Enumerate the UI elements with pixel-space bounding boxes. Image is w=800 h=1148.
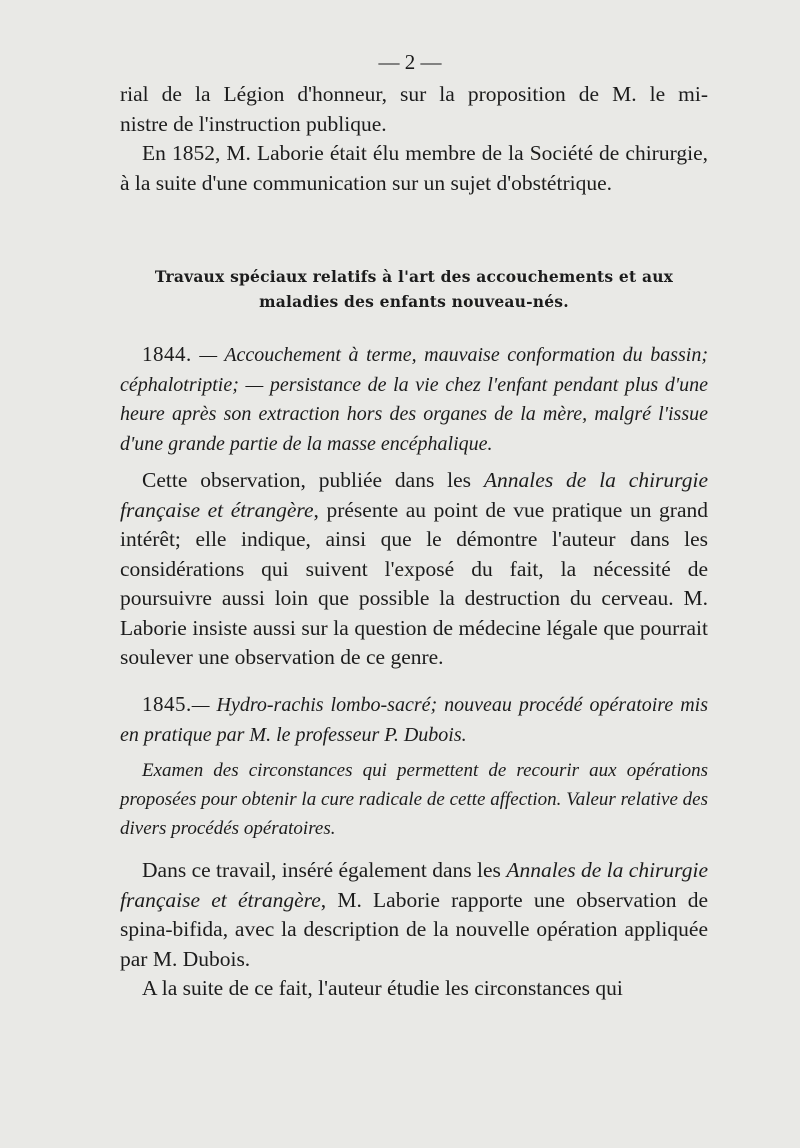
observation-rest: , présente au point de vue pratique un grand intérêt; elle indique, ainsi que le démontre l'auteur dans les considérations qui suivent l'exposé du fait, la nécessité de poursuivre aussi loin que possible la destruction du cerveau. M. Laborie insiste aussi sur la question de médecine légale que pourrait soulever une observation de ce genre. <box>120 497 708 669</box>
entry-1845-subtitle-text: Examen des circonstances qui permettent de recourir aux opérations proposées pour obtenir la cure radicale de cette affection. Valeur relative des divers procédés opératoires. <box>120 760 708 839</box>
intro-text <box>120 80 708 198</box>
entry-1845 <box>120 690 708 750</box>
entry-1844 <box>120 340 708 459</box>
travail-paragraph <box>120 856 708 1004</box>
last-paragraph: A la suite de ce fait, l'auteur étudie les circonstances qui <box>142 976 623 1000</box>
observation-journal: Annales de la chirurgie française et étrangère <box>120 468 708 522</box>
travail-rest: , M. Laborie rapporte une observation de spina-bifida, avec la description de la nouvelle opération appliquée par M. Dubois. <box>120 887 708 971</box>
intro-paragraph-2: En 1852, M. Laborie était élu membre de la Société de chirurgie, à la suite d'une communication sur un sujet d'obstétrique. <box>120 141 708 195</box>
entry-1845-subtitle <box>120 756 708 843</box>
travail-start: Dans ce travail, inséré également dans les <box>142 858 507 882</box>
section-heading-line-1: Travaux spéciaux relatifs à l'art des accouchements et aux <box>154 267 674 286</box>
travail-journal: Annales de la chirurgie française et étrangère <box>120 858 708 912</box>
observation-paragraph <box>120 466 708 673</box>
page-number: — 2 — <box>378 50 442 74</box>
entry-1845-year: 1845. <box>142 692 192 716</box>
entry-1844-year: 1844. <box>142 342 192 366</box>
intro-line-1: rial de la Légion d'honneur, sur la proposition de M. le mi- <box>120 82 708 106</box>
section-heading <box>120 264 708 314</box>
observation-start: Cette observation, publiée dans les <box>142 468 484 492</box>
section-heading-line-2: maladies des enfants nouveau-nés. <box>259 292 569 311</box>
entry-1844-title: — Accouchement à terme, mauvaise conformation du bassin; céphalotriptie; — persistance de la vie chez l'enfant pendant plus d'une heure après son extraction hors des organes de la mère, malgré l'issue d'une grande partie de la masse encéphalique. <box>120 344 708 455</box>
intro-line-2: nistre de l'instruction publique. <box>120 111 387 136</box>
entry-1845-title: — Hydro-rachis lombo-sacré; nouveau procédé opératoire mis en pratique par M. le professeur P. Dubois. <box>120 694 708 746</box>
